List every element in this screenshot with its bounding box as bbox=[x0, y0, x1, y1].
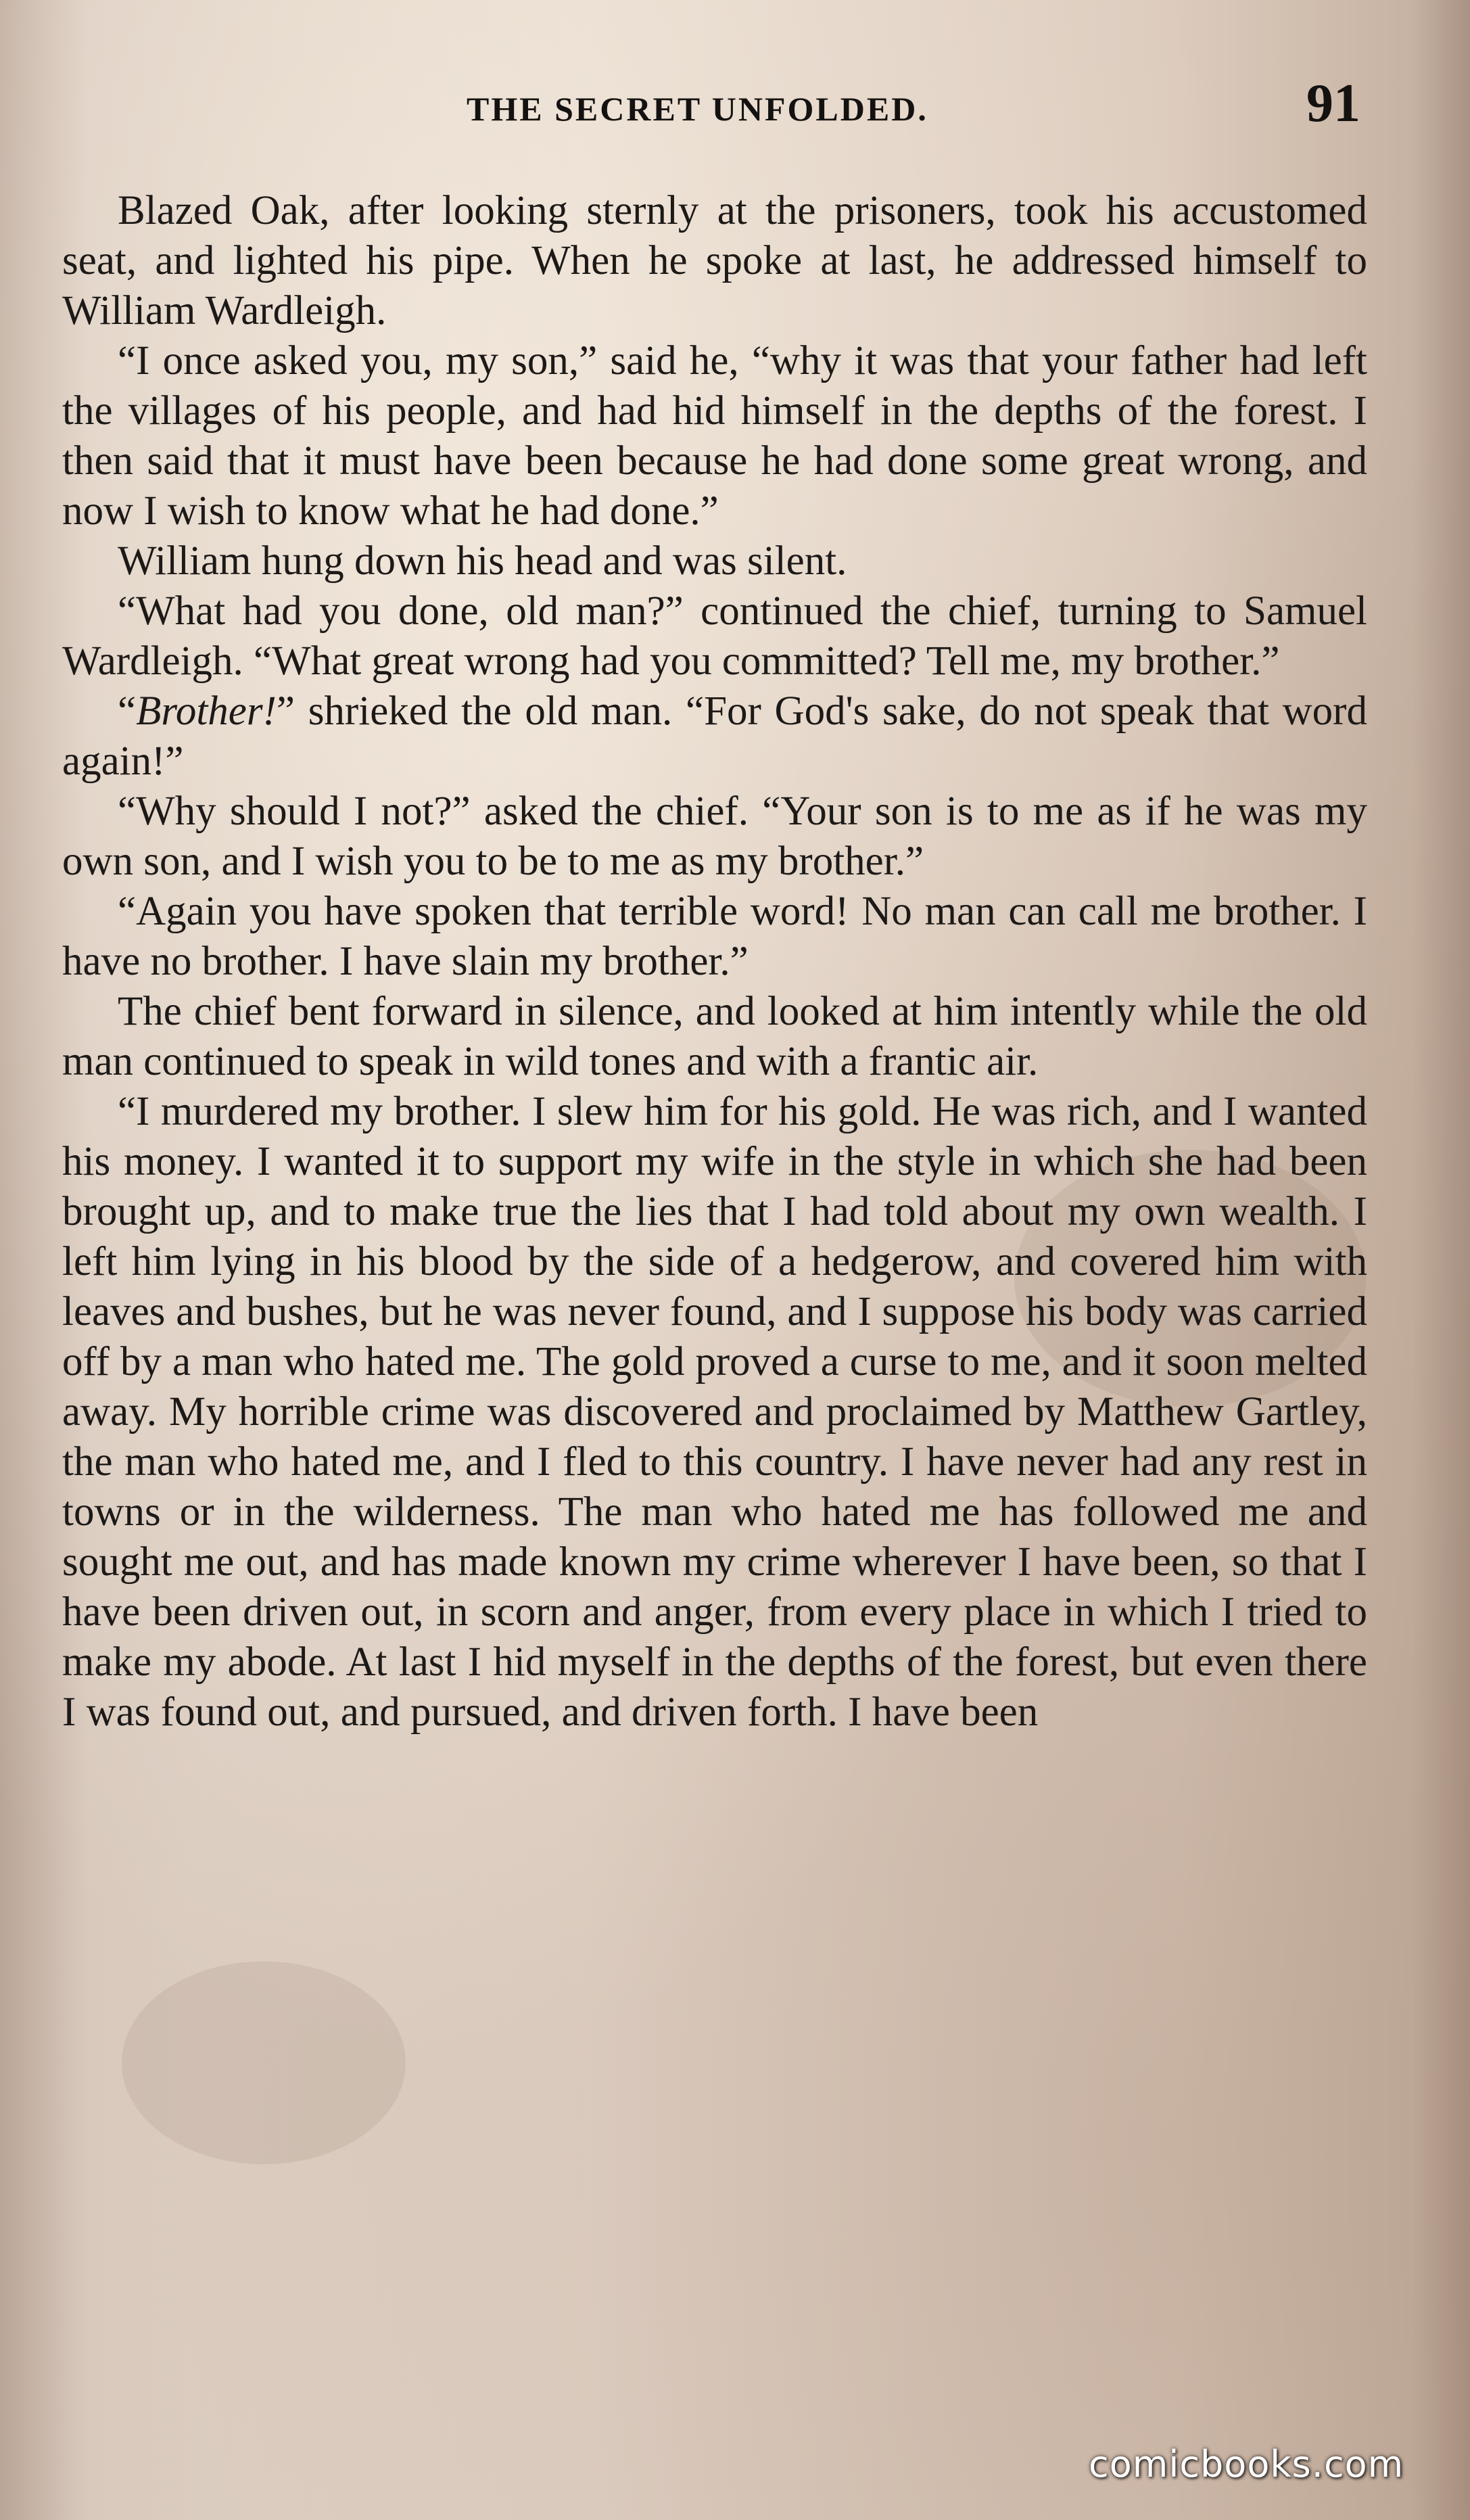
paragraph bbox=[62, 987, 1367, 1087]
paragraph-text: Blazed Oak, after looking sternly at the prisoners, took his accustomed seat, and lighted his pipe. When he spoke at last, he addressed himself to William Wardleigh. bbox=[62, 188, 1367, 333]
page-number: 91 bbox=[1306, 74, 1360, 133]
paragraph-text: “Again you have spoken that terrible word! No man can call me brother. I have no brother. I have slain my brother.” bbox=[62, 889, 1367, 984]
paragraph bbox=[62, 686, 1367, 787]
paragraph bbox=[62, 536, 1367, 586]
paragraph-text: William hung down his head and was silent. bbox=[118, 538, 847, 584]
paragraph-text: The chief bent forward in silence, and looked at him intently while the old man continued to speak in wild tones and with a frantic air. bbox=[62, 989, 1367, 1084]
paragraph-text: “I once asked you, my son,” said he, “why it was that your father had left the villages of his people, and had hid himself in the depths of the forest. I then said that it must have been because he had done some great wrong, and now I wish to know what he had done.” bbox=[62, 338, 1367, 534]
paragraph-text: “Why should I not?” asked the chief. “Your son is to me as if he was my own son, and I wish you to be to me as my brother.” bbox=[62, 789, 1367, 884]
paragraph-text: “What had you done, old man?” continued the chief, turning to Samuel Wardleigh. “What great wrong had you committed? Tell me, my brother.” bbox=[62, 588, 1367, 684]
paragraph bbox=[62, 887, 1367, 987]
paragraph-text: “I murdered my brother. I slew him for his gold. He was rich, and I wanted his money. I wanted it to support my wife in the style in which she had been brought up, and to make true the lies that I had told about my own wealth. I left him lying in his blood by the side of a hedgerow, and covered him with leaves and bushes, but he was never found, and I suppose his body was carried off by a man who hated me. The gold proved a curse to me, and it soon melted away. My horrible crime was discovered and proclaimed by Matthew Gartley, the man who hated me, and I fled to this country. I have never had any rest in towns or in the wilderness. The man who hated me has followed me and sought me out, and has made known my crime wherever I have been, so that I have been driven out, in scorn and anger, from every place in which I tried to make my abode. At last I hid myself in the depths of the forest, but even there I was found out, and pursued, and driven forth. I have been bbox=[62, 1089, 1367, 1735]
paragraph bbox=[62, 336, 1367, 536]
paper-stain bbox=[122, 1961, 406, 2164]
paragraph bbox=[62, 1087, 1367, 1737]
page-header bbox=[0, 73, 1470, 147]
watermark: comicbooks.com bbox=[1089, 2443, 1404, 2486]
body-text bbox=[62, 186, 1367, 1737]
running-title: THE SECRET UNFOLDED. bbox=[467, 90, 928, 128]
italic-text: Brother! bbox=[136, 689, 277, 734]
paragraph bbox=[62, 787, 1367, 887]
paragraph bbox=[62, 186, 1367, 336]
paragraph-text: “ bbox=[118, 689, 137, 734]
paragraph-text: ” shrieked the old man. “For God's sake, do not speak that word again!” bbox=[62, 689, 1367, 784]
paragraph bbox=[62, 586, 1367, 686]
